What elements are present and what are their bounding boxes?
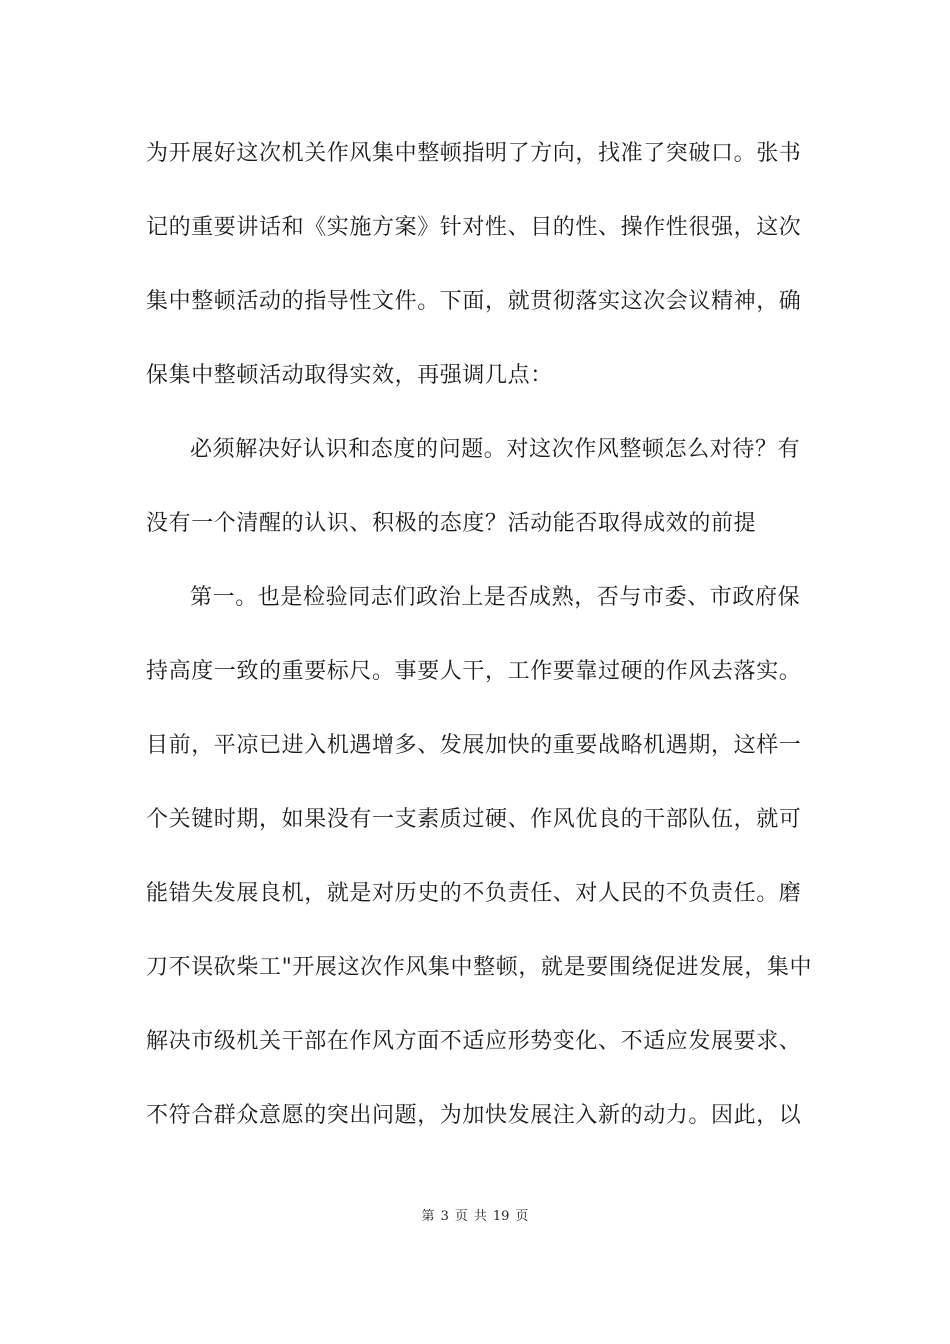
- paragraph-line: 必须解决好认识和态度的问题。对这次作风整顿怎么对待？有: [190, 437, 801, 462]
- paragraph-line: 没有一个清醒的认识、积极的态度？活动能否取得成效的前提: [146, 511, 757, 536]
- current-page-number: 3: [440, 1209, 449, 1224]
- page-footer: [0, 1208, 950, 1226]
- footer-prefix: 第: [421, 1209, 435, 1224]
- paragraph-line: 个关键时期，如果没有一支素质过硬、作风优良的干部队伍，就可: [146, 807, 802, 832]
- paragraph-line: 记的重要讲话和《实施方案》针对性、目的性、操作性很强，这次: [146, 215, 802, 240]
- paragraph-line: 持高度一致的重要标尺。事要人干，工作要靠过硬的作风去落实。: [146, 659, 802, 684]
- total-page-count: 19: [492, 1209, 510, 1224]
- paragraph-line: 能错失发展良机，就是对历史的不负责任、对人民的不负责任。磨: [146, 881, 802, 906]
- paragraph-line: 解决市级机关干部在作风方面不适应形势变化、不适应发展要求、: [146, 1029, 802, 1054]
- paragraph-line: 为开展好这次机关作风集中整顿指明了方向，找准了突破口。张书: [146, 141, 802, 166]
- paragraph-line: 目前，平凉已进入机遇增多、发展加快的重要战略机遇期，这样一: [146, 733, 802, 758]
- paragraph-line: 第一。也是检验同志们政治上是否成熟，否与市委、市政府保: [190, 585, 801, 610]
- paragraph-line: 集中整顿活动的指导性文件。下面，就贯彻落实这次会议精神，确: [146, 289, 802, 314]
- footer-total-word: 共: [473, 1209, 487, 1224]
- paragraph-line: 不符合群众意愿的突出问题，为加快发展注入新的动力。因此，以: [146, 1103, 802, 1128]
- footer-page-word-end: 页: [515, 1209, 529, 1224]
- footer-page-word: 页: [454, 1209, 468, 1224]
- paragraph-line: 保集中整顿活动取得实效，再强调几点：: [146, 363, 553, 388]
- paragraph-line: 刀不误砍柴工"开展这次作风集中整顿，就是要围绕促进发展，集中: [146, 955, 813, 980]
